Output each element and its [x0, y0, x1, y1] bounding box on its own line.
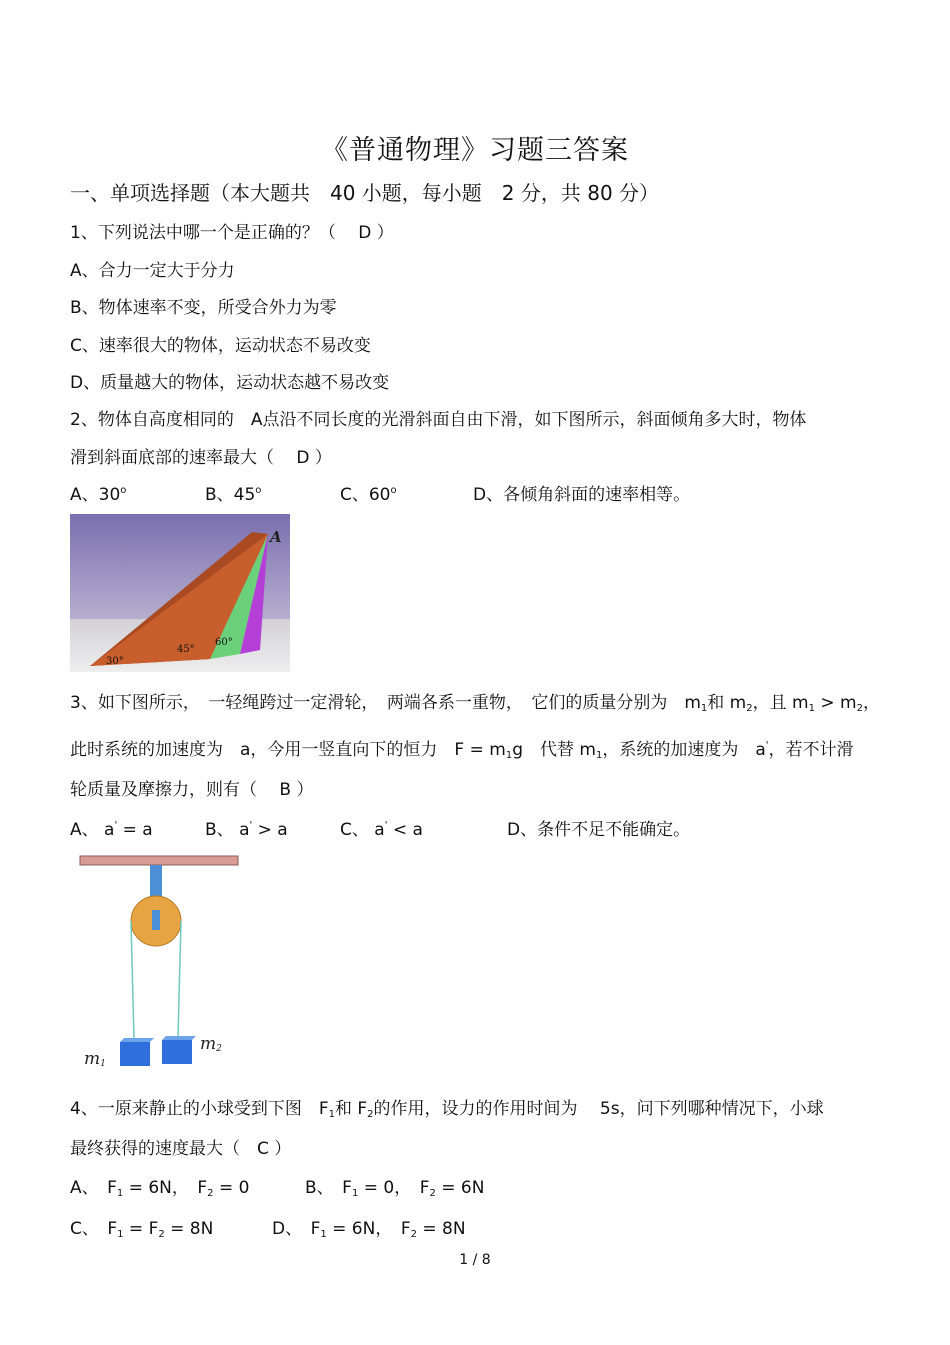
q4-options-row1 — [0, 1173, 950, 1197]
q3-options — [0, 815, 950, 839]
q4-option-b: B、 $F_1 = 0$， $F_2 = 6N$ — [305, 1178, 485, 1199]
q2-option-b: B、45$^o$ — [205, 485, 262, 505]
mass-2-block — [162, 1040, 192, 1064]
q3-stem-line2: 此时系统的加速度为 a，今用一竖直向下的恒力 $F = m_1g$ 代替 $m_1$，系统的加速度为 a'，若不计滑 — [70, 740, 854, 761]
q2-stem-line2: 滑到斜面底部的速率最大（ D ） — [70, 448, 332, 468]
angle-60-label: 60° — [215, 637, 233, 648]
q3-stem-line3: 轮质量及摩擦力，则有（ B ） — [70, 780, 314, 800]
q3-option-b: B、 a' > a — [205, 820, 288, 840]
mass-1-top — [120, 1038, 154, 1042]
inclined-planes-figure — [70, 514, 290, 672]
q1-option-b: B、物体速率不变，所受合外力为零 — [70, 298, 337, 318]
mass-1-label: m1 — [84, 1049, 106, 1069]
q3-option-a: A、 a' = a — [70, 820, 153, 840]
rope-left — [131, 921, 134, 1040]
rope-right — [178, 921, 181, 1038]
ceiling-beam — [80, 856, 238, 865]
q2-option-d: D、各倾角斜面的速率相等。 — [473, 485, 691, 505]
q4-stem-line2: 最终获得的速度最大（ C ） — [70, 1139, 292, 1159]
section-heading: 一、单项选择题（本大题共 40 小题，每小题 2 分，共 80 分） — [70, 181, 660, 205]
q1-stem: 1、下列说法中哪一个是正确的？（ D ） — [70, 223, 394, 243]
q2-options — [0, 480, 950, 504]
q1-option-a: A、合力一定大于分力 — [70, 261, 235, 281]
q1-option-d: D、质量越大的物体，运动状态越不易改变 — [70, 373, 390, 393]
mass-2-label: m2 — [200, 1034, 222, 1054]
q2-stem-line1: 2、物体自高度相同的 A点沿不同长度的光滑斜面自由下滑，如下图所示，斜面倾角多大时，物体 — [70, 410, 807, 430]
point-a-label: A — [270, 528, 282, 546]
q1-option-c: C、速率很大的物体，运动状态不易改变 — [70, 336, 371, 356]
q4-option-d: D、 $F_1 = 6N$， $F_2 = 8N$ — [272, 1219, 466, 1240]
page-number: 1 / 8 — [459, 1252, 491, 1268]
angle-45-label: 45° — [177, 644, 195, 655]
q4-option-a: A、 $F_1 = 6N$， $F_2 = 0$ — [70, 1178, 250, 1199]
q4-option-c: C、 $F_1 = F_2 = 8N$ — [70, 1219, 214, 1240]
q2-option-c: C、60$^o$ — [340, 485, 397, 505]
q3-option-c: C、 a' < a — [340, 820, 423, 840]
q4-options-row2 — [0, 1214, 950, 1238]
q2-option-a: A、30$^o$ — [70, 485, 127, 505]
q4-stem-line1: 4、一原来静止的小球受到下图 $F_1$和 $F_2$的作用，设力的作用时间为 5s，问下列哪种情况下，小球 — [70, 1099, 824, 1120]
page-title: 《普通物理》习题三答案 — [321, 135, 629, 166]
pulley-figure — [72, 850, 240, 1075]
q3-stem-line1: 3、如下图所示， 一轻绳跨过一定滑轮， 两端各系一重物， 它们的质量分别为 $m_1$和 $m_2$，且 $m_1 > m_2$， — [70, 693, 880, 714]
mass-2-top — [162, 1036, 196, 1040]
angle-30-label: 30° — [106, 656, 124, 667]
pulley-axle-bracket — [152, 910, 160, 930]
q3-option-d: D、条件不足不能确定。 — [507, 820, 691, 840]
mass-1-block — [120, 1042, 150, 1066]
